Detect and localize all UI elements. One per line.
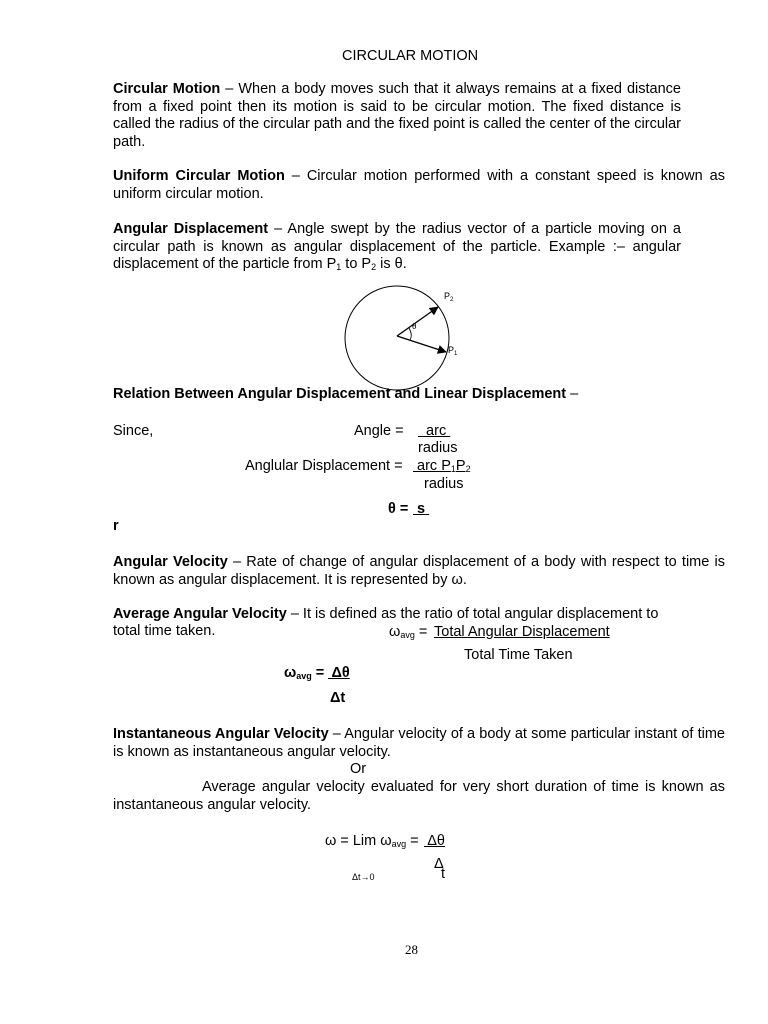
page-title: CIRCULAR MOTION [342,48,479,64]
angular-displacement-term: Angular Displacement [113,221,269,237]
average-formula-denominator: Total Time Taken [464,647,573,663]
angular-displacement-paragraph [113,221,681,274]
angle-label: Angle = [354,423,404,439]
p1-label: $P_1$ [448,345,458,357]
or-label: Or [350,761,367,777]
limit-formula-delta: Δ [434,856,444,872]
circular-path [345,286,449,390]
circular-motion-paragraph [113,81,681,151]
average-formula2-lhs: $\omega_{avg}$ = [284,665,325,681]
angular-displacement-denominator: radius [424,476,464,492]
uniform-term: Uniform Circular Motion [113,168,285,184]
page-number: 28 [405,942,418,957]
average-formula2-numerator: Δθ [328,665,350,681]
average-formula-lhs: $\omega_{avg}$ = [389,624,428,640]
p1-subscript: 1 [336,262,342,272]
average-definition: – It is defined as the ratio of total angular displacement to total time taken. [113,606,659,639]
circular-motion-definition: – When a body moves such that it always remains at a fixed distance from a fixed point then its motion is said to be circular motion. The fixed distance is called the radius of the circular path and the fixed point is called the center of the circular path. [113,81,681,150]
radius-vector-p1 [397,336,446,352]
instantaneous-term: Instantaneous Angular Velocity [113,726,329,742]
limit-formula-t: t [441,866,446,882]
average-formula-numerator: Total Angular Displacement [434,624,610,640]
angular-displacement-definition: – Angle swept by the radius vector of a particle moving on a circular path is known as angular displacement of the particle. Example :– angular displacement of the particle from P [113,221,681,272]
limit-formula-numerator: Δθ [424,833,445,849]
angular-velocity-term: Angular Velocity [113,554,228,570]
limit-subscript: Δt→0 [352,872,375,882]
instantaneous-definition: – Angular velocity of a body at some particular instant of time is known as instantaneous angular velocity. [113,726,725,760]
instantaneous-paragraph-2: Average angular velocity evaluated for very short duration of time is known as instantaneous angular velocity. [113,779,725,813]
theta-label: θ [412,322,417,331]
uniform-definition: – Circular motion performed with a constant speed is known as uniform circular motion. [113,168,725,202]
relation-heading: Relation Between Angular Displacement and Linear Displacement – [113,386,579,402]
radius-vector-p2 [397,307,438,336]
limit-formula-lhs: ω = Lim $\omega_{avg}$ = [325,833,419,849]
p2-label: $P_2$ [444,291,454,303]
average-term: Average Angular Velocity [113,606,287,622]
angle-denominator: radius [418,440,458,456]
instantaneous-paragraph [113,726,725,761]
angular-displacement-mid: to P [341,256,372,272]
angle-arc [409,328,411,340]
angular-displacement-label: Anglular Displacement = [245,458,403,474]
theta-equation-label: θ = [388,501,409,517]
angular-displacement-numerator: arc $P_1P_2$ [413,458,471,474]
theta-denominator: r [113,518,119,534]
circle-diagram [340,283,470,395]
angular-displacement-end: is θ. [376,256,407,272]
circular-motion-term: Circular Motion [113,81,221,97]
uniform-circular-motion-paragraph [113,168,725,203]
angular-velocity-paragraph [113,554,725,589]
average-formula2-denominator: Δt [330,690,346,706]
since-label: Since, [113,423,154,439]
angle-numerator: arc [418,423,451,439]
angular-velocity-definition: – Rate of change of angular displacement of a body with respect to time is known as angular displacement. It is represented by ω. [113,554,725,588]
p2-subscript: 2 [371,262,377,272]
theta-numerator: s [413,501,430,517]
